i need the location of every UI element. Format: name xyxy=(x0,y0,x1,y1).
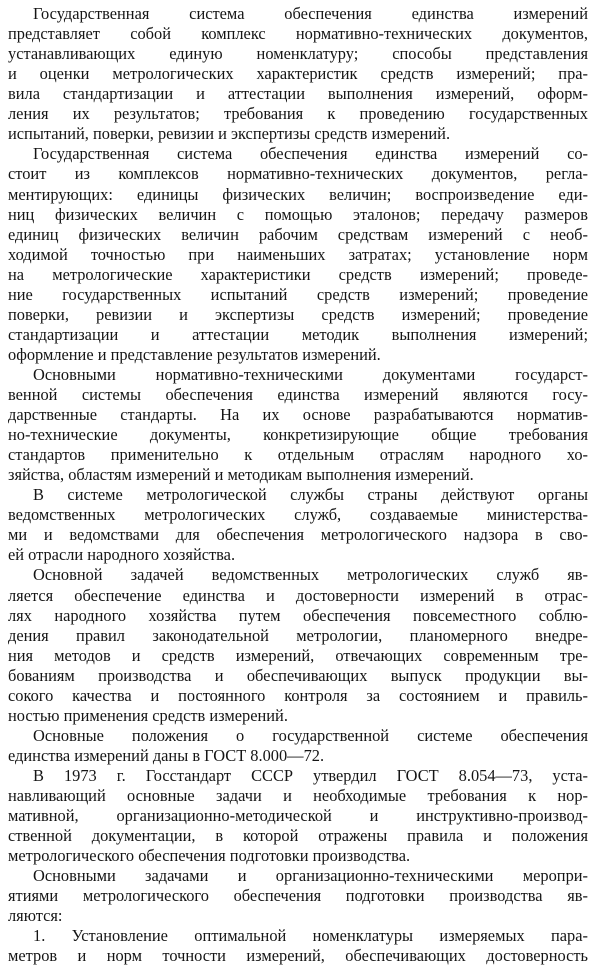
text-line: стандартов применительно к отдельным отраслям народного хо- xyxy=(8,445,588,465)
text-line: оформление и представление результатов измерений. xyxy=(8,344,381,364)
text-line: ния методов и средств измерений, отвечающих современным тре- xyxy=(8,645,588,665)
text-line: Основными нормативно-техническими документами государст- xyxy=(33,364,588,384)
text-line: ляется обеспечение единства и достоверности измерений в отрас- xyxy=(8,585,588,605)
text-line: ляются: xyxy=(8,906,63,926)
text-line: В 1973 г. Госстандарт СССР утвердил ГОСТ 8.054—73, уста- xyxy=(33,765,588,785)
text-line: Основные положения о государственной системе обеспечения xyxy=(33,725,588,745)
text-line: зяйства, областям измерений и методикам выполнения измерений. xyxy=(8,465,474,485)
text-line: ми и ведомствами для обеспечения метрологического надзора в сво- xyxy=(8,525,588,545)
text-line: Основными задачами и организационно-техническими меропри- xyxy=(33,866,588,886)
text-line: 1. Установление оптимальной номенклатуры измеряемых пара- xyxy=(33,926,588,946)
text-line: сокого качества и постоянного контроля за состоянием и правиль- xyxy=(8,685,588,705)
text-line: представляет собой комплекс нормативно-технических документов, xyxy=(8,24,588,44)
text-line: венной системы обеспечения единства измерений являются госу- xyxy=(8,384,588,404)
text-line: лях народного хозяйства путем обеспечения повсеместного соблю- xyxy=(8,605,588,625)
text-line: дарственные стандарты. На их основе разрабатываются норматив- xyxy=(8,405,588,424)
text-line: метров и норм точности измерений, обеспечивающих достоверность xyxy=(8,946,588,966)
text-line: вила стандартизации и аттестации выполнения измерений, оформ- xyxy=(8,84,588,104)
text-line: ментирующих: единицы физических величин; воспроизведение еди- xyxy=(8,184,588,204)
text-line: навливающий основные задачи и необходимые требования к нор- xyxy=(8,786,588,805)
text-line: единства измерений даны в ГОСТ 8.000—72. xyxy=(8,745,325,765)
text-line: стоит из комплексов нормативно-технических документов, регла- xyxy=(8,164,588,184)
text-line: ниц физических величин с помощью эталонов; передачу размеров xyxy=(8,204,588,224)
text-line: ственной документации, в которой отражены правила и положения xyxy=(8,826,588,846)
text-line: устанавливающих единую номенклатуру; способы представления xyxy=(8,44,588,64)
text-line: поверки, ревизии и экспертизы средств измерений; проведение xyxy=(8,304,588,324)
text-line: испытаний, поверки, ревизии и экспертизы средств измерений. xyxy=(8,124,451,144)
text-line: ходимой точностью при наименьших затратах; установление норм xyxy=(8,244,588,264)
text-line: и оценки метрологических характеристик средств измерений; пра- xyxy=(8,64,588,84)
text-line: ностью применения средств измерений. xyxy=(8,705,288,725)
text-line: стандартизации и аттестации методик выполнения измерений; xyxy=(8,324,588,344)
text-line: метрологического обеспечения подготовки производства. xyxy=(8,846,411,866)
text-line: мативной, организационно-методической и инструктивно-производ- xyxy=(8,806,588,825)
text-line: В системе метрологической службы страны действуют органы xyxy=(33,485,588,505)
text-line: Государственная система обеспечения единства измерений со- xyxy=(33,144,588,164)
text-line: на метрологические характеристики средств измерений; проведе- xyxy=(8,264,588,284)
text-line: Основной задачей ведомственных метрологических служб яв- xyxy=(33,565,588,585)
text-line: ей отрасли народного хозяйства. xyxy=(8,545,236,565)
text-line: единиц физических величин рабочим средствам измерений с необ- xyxy=(8,224,588,244)
text-line: Государственная система обеспечения единства измерений xyxy=(33,4,588,23)
text-line: но-технические документы, конкретизирующие общие требования xyxy=(8,425,588,445)
text-line: ведомственных метрологических служб, создаваемые министерства- xyxy=(8,505,588,525)
text-line: ления их результатов; требования к проведению государственных xyxy=(8,104,588,124)
text-line: дения правил законодательной метрологии, планомерного внедре- xyxy=(8,625,588,645)
text-line: ятиями метрологического обеспечения подготовки производства яв- xyxy=(8,886,588,906)
text-line: ние государственных испытаний средств измерений; проведение xyxy=(8,284,588,304)
text-line: бованиям производства и обеспечивающих выпуск продукции вы- xyxy=(8,665,588,685)
